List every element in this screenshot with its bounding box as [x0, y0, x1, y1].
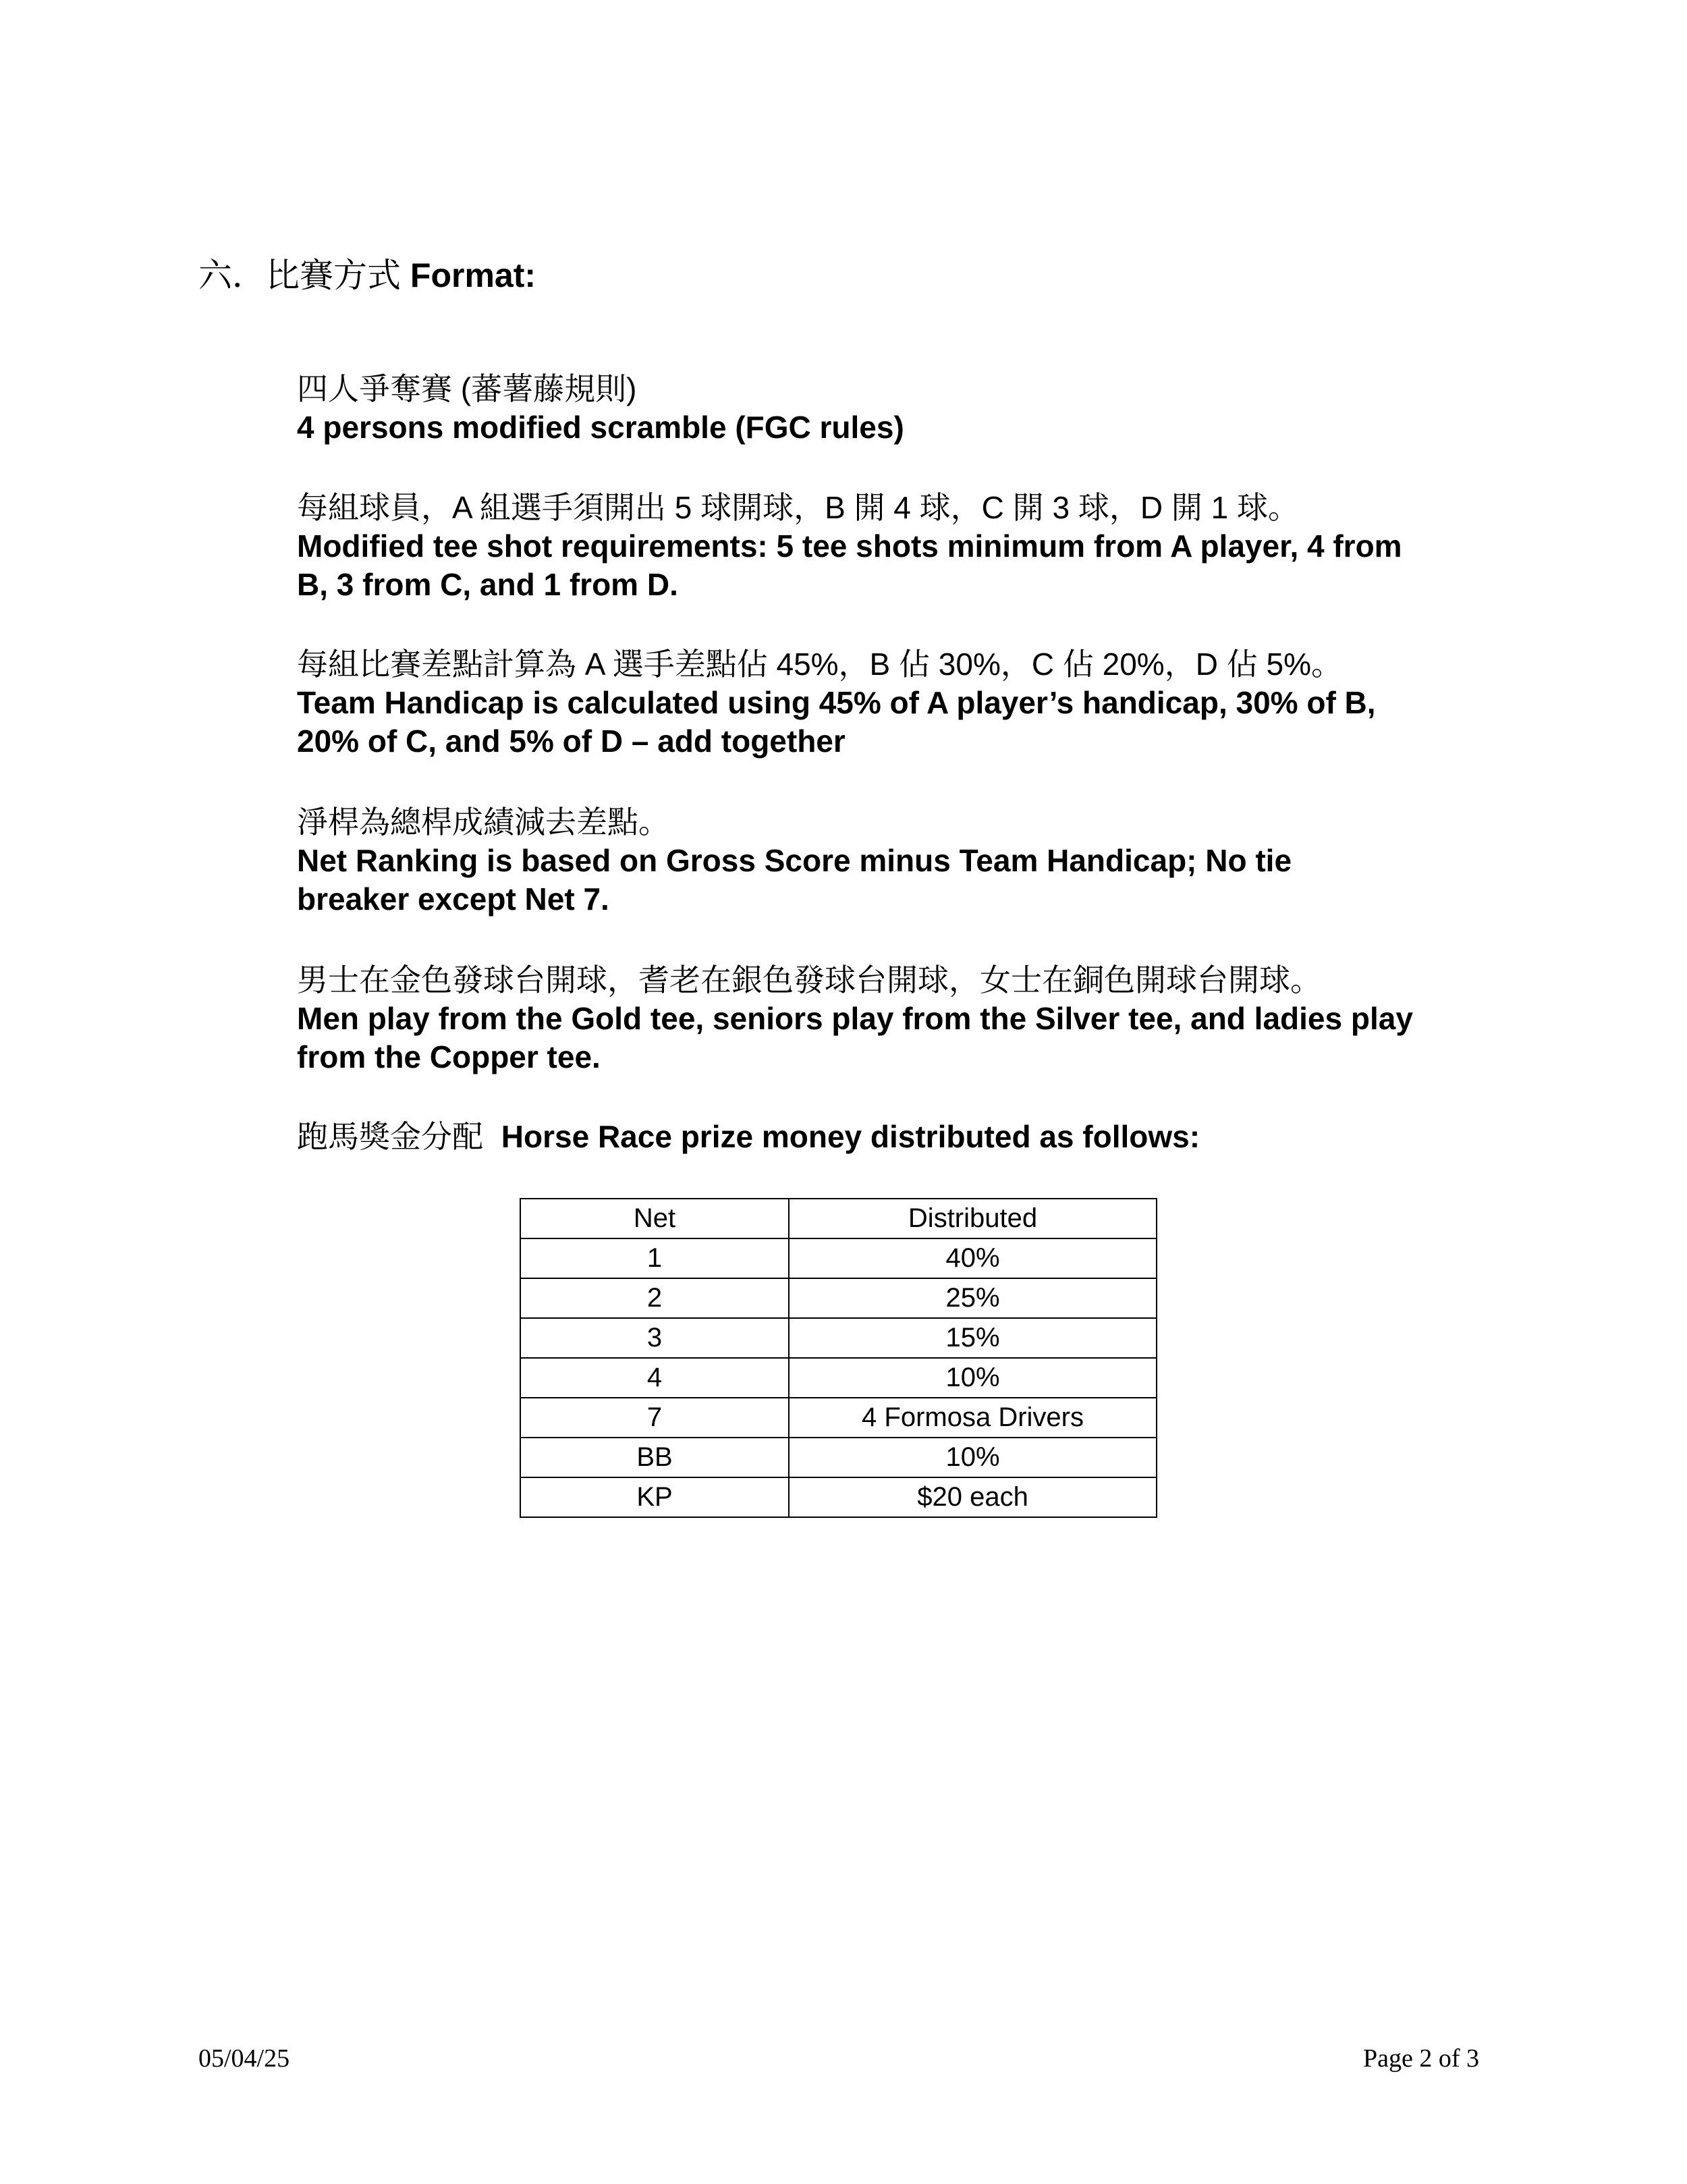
tee-shots-en-line2: B, 3 from C, and 1 from D.: [297, 567, 678, 602]
format-block: [297, 370, 1498, 447]
tees-zh: 男士在金色發球台開球，耆老在銀色發球台開球，女士在銅色開球台開球。: [297, 962, 1321, 998]
prize-heading-block: [297, 1118, 1498, 1156]
header-net: Net: [520, 1199, 789, 1238]
distributed-cell: $20 each: [789, 1477, 1157, 1517]
net-ranking-en-line2: breaker except Net 7.: [297, 881, 609, 917]
net-cell: 7: [520, 1398, 789, 1438]
tee-shots-zh: 每組球員，A 組選手須開出 5 球開球，B 開 4 球，C 開 3 球，D 開 1 球。: [297, 490, 1299, 525]
header-distributed: Distributed: [789, 1199, 1157, 1238]
tees-en-line1: Men play from the Gold tee, seniors play from the Silver tee, and ladies play: [297, 1001, 1413, 1036]
section-heading: [198, 255, 536, 296]
distributed-cell: 10%: [789, 1358, 1157, 1398]
format-en: 4 persons modified scramble (FGC rules): [297, 410, 904, 445]
handicap-en-line1: Team Handicap is calculated using 45% of A player’s handicap, 30% of B,: [297, 685, 1376, 720]
handicap-en-line2: 20% of C, and 5% of D – add together: [297, 724, 846, 759]
prize-table-body: [520, 1199, 1157, 1517]
distributed-cell: 4 Formosa Drivers: [789, 1398, 1157, 1438]
footer-date: 05/04/25: [198, 2044, 290, 2073]
net-cell: 2: [520, 1278, 789, 1318]
table-row: [520, 1278, 1157, 1318]
table-row: [520, 1438, 1157, 1477]
table-row: [520, 1358, 1157, 1398]
net-ranking-zh: 淨桿為總桿成績減去差點。: [297, 804, 669, 840]
section-heading-zh: 六．比賽方式: [198, 256, 401, 294]
table-row: [520, 1318, 1157, 1358]
tee-shots-block: [297, 489, 1498, 604]
distributed-cell: 25%: [789, 1278, 1157, 1318]
net-cell: 3: [520, 1318, 789, 1358]
handicap-block: [297, 645, 1498, 761]
net-cell: 1: [520, 1238, 789, 1278]
section-heading-en: Format:: [410, 256, 536, 294]
prize-table-header-row: [520, 1199, 1157, 1238]
net-cell: KP: [520, 1477, 789, 1517]
handicap-zh: 每組比賽差點計算為 A 選手差點佔 45%，B 佔 30%，C 佔 20%，D 佔 5%。: [297, 647, 1342, 682]
prize-heading-zh: 跑馬獎金分配: [297, 1119, 483, 1154]
format-zh: 四人爭奪賽 (蕃薯藤規則): [297, 371, 637, 406]
net-cell: 4: [520, 1358, 789, 1398]
tee-shots-en-line1: Modified tee shot requirements: 5 tee shots minimum from A player, 4 from: [297, 528, 1402, 564]
net-ranking-en-line1: Net Ranking is based on Gross Score minus Team Handicap; No tie: [297, 843, 1292, 878]
prize-heading-en: Horse Race prize money distributed as follows:: [501, 1119, 1200, 1154]
table-row: [520, 1477, 1157, 1517]
distributed-cell: 10%: [789, 1438, 1157, 1477]
tees-en-line2: from the Copper tee.: [297, 1039, 601, 1074]
table-row: [520, 1238, 1157, 1278]
net-ranking-block: [297, 803, 1498, 919]
distributed-cell: 40%: [789, 1238, 1157, 1278]
prize-table: [520, 1198, 1157, 1518]
net-cell: BB: [520, 1438, 789, 1477]
distributed-cell: 15%: [789, 1318, 1157, 1358]
footer-page-number: Page 2 of 3: [1362, 2044, 1479, 2073]
table-row: [520, 1398, 1157, 1438]
tees-block: [297, 961, 1498, 1076]
